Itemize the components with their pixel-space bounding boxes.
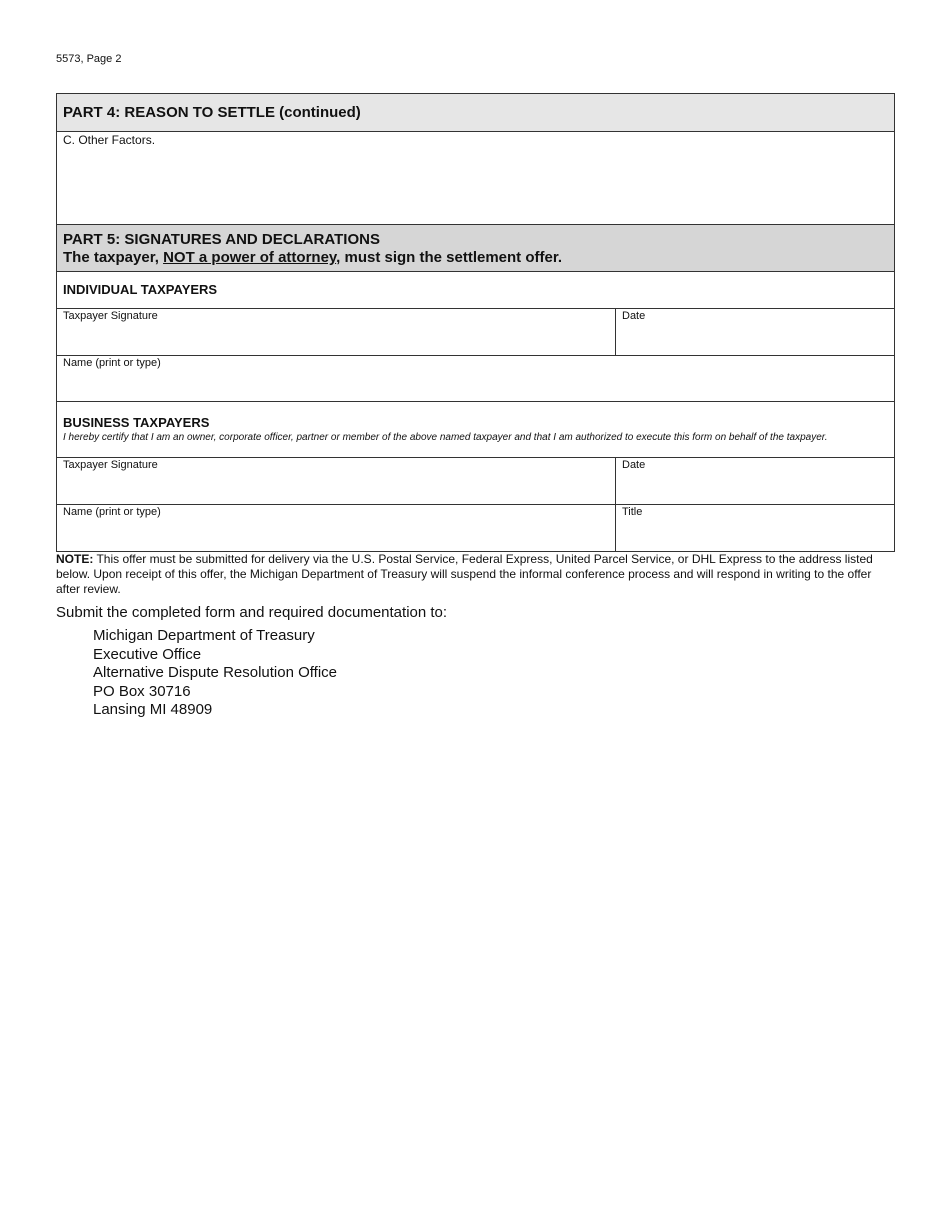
individual-name-label: Name (print or type) bbox=[63, 357, 161, 369]
business-name-row bbox=[57, 505, 894, 551]
individual-name-row bbox=[57, 356, 894, 402]
business-certification-text: I hereby certify that I am an owner, corporate officer, partner or member of the above named taxpayer and that I am authorized to execute this form on behalf of the taxpayer. bbox=[63, 432, 828, 443]
address-line: Executive Office bbox=[93, 645, 202, 663]
individual-date-field[interactable] bbox=[616, 309, 894, 355]
business-signature-label: Taxpayer Signature bbox=[63, 459, 158, 471]
mailing-address bbox=[93, 627, 337, 720]
address-line: Alternative Dispute Resolution Office bbox=[93, 664, 338, 681]
part4-header bbox=[57, 94, 894, 132]
part4-title: PART 4: REASON TO SETTLE (continued) bbox=[63, 104, 361, 121]
business-date-field[interactable] bbox=[616, 458, 894, 504]
page-identifier: 5573, Page 2 bbox=[56, 53, 122, 65]
part5-subheader: The taxpayer, NOT a power of attorney, must sign the settlement offer. bbox=[63, 249, 563, 266]
address-line: PO Box 30716 bbox=[93, 682, 191, 700]
submit-instruction: Submit the completed form and required documentation to: bbox=[56, 604, 448, 621]
delivery-note bbox=[56, 552, 896, 597]
business-date-label: Date bbox=[622, 459, 646, 471]
business-title-label: Title bbox=[622, 506, 643, 518]
address-line: Michigan Department of Treasury bbox=[93, 627, 315, 644]
note-text: This offer must be submitted for delivery via the U.S. Postal Service, Federal Express, United Parcel Service, or DHL Express to the address listed below. Upon receipt of this offer, the Michigan Department of Treasury will suspend the informal conference process and will respond in writing to the offer after review. bbox=[56, 552, 873, 596]
individual-name-field[interactable] bbox=[57, 356, 894, 401]
settlement-form bbox=[56, 93, 895, 552]
individual-taxpayers-title: INDIVIDUAL TAXPAYERS bbox=[63, 282, 218, 297]
note-label: NOTE: bbox=[56, 552, 94, 566]
part5-title: PART 5: SIGNATURES AND DECLARATIONS bbox=[63, 231, 380, 248]
business-taxpayers-title: BUSINESS TAXPAYERS bbox=[63, 415, 210, 430]
address-line: Lansing MI 48909 bbox=[93, 701, 213, 718]
individual-taxpayers-heading bbox=[57, 272, 894, 309]
business-name-field[interactable] bbox=[57, 505, 616, 551]
not-power-of-attorney-emphasis: NOT a power of attorney bbox=[163, 249, 337, 266]
individual-signature-label: Taxpayer Signature bbox=[63, 310, 158, 322]
other-factors-label: C. Other Factors. bbox=[63, 133, 156, 147]
individual-signature-row bbox=[57, 309, 894, 356]
business-taxpayers-heading bbox=[57, 402, 894, 458]
business-name-label: Name (print or type) bbox=[63, 506, 161, 518]
business-signature-field[interactable] bbox=[57, 458, 616, 504]
business-signature-row bbox=[57, 458, 894, 505]
business-title-field[interactable] bbox=[616, 505, 894, 551]
other-factors-field[interactable] bbox=[57, 132, 894, 225]
individual-signature-field[interactable] bbox=[57, 309, 616, 355]
individual-date-label: Date bbox=[622, 310, 646, 322]
part5-header bbox=[57, 225, 894, 272]
